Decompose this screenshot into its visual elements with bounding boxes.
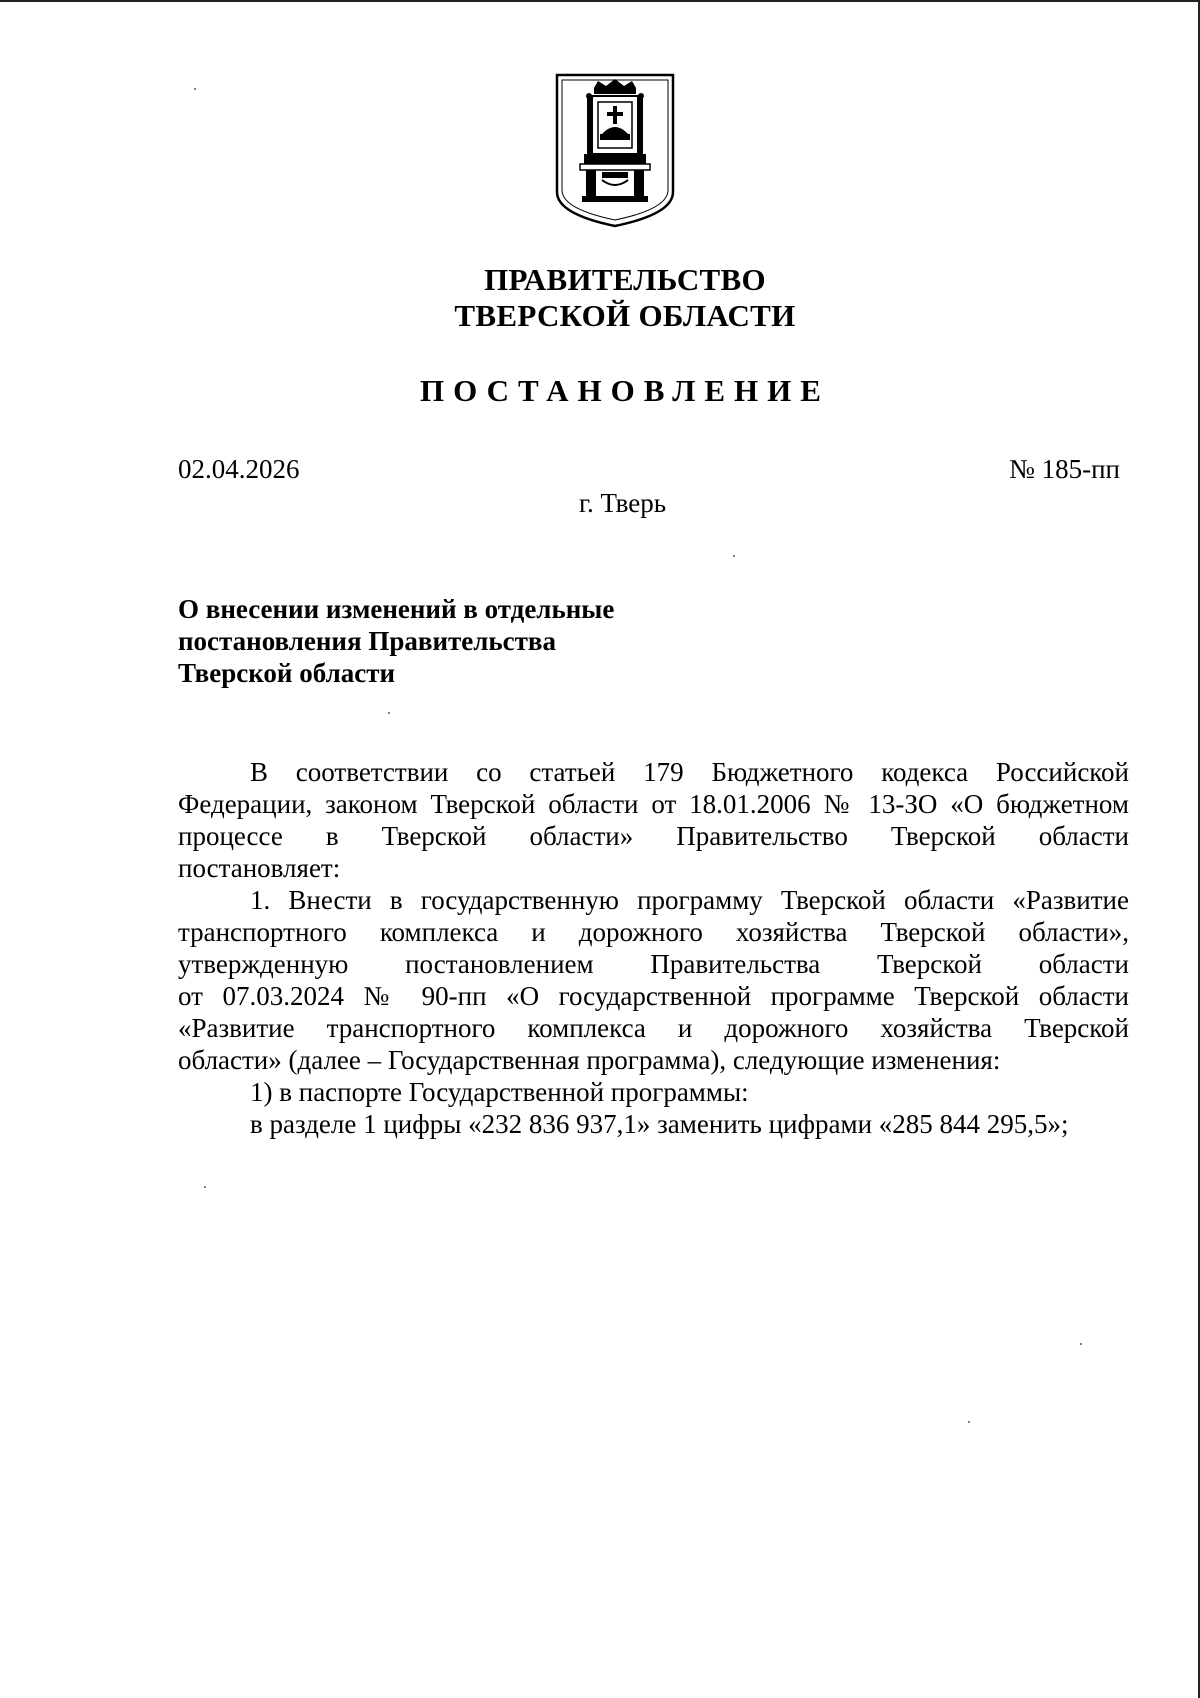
body-line: постановляет:	[178, 853, 341, 883]
body-line: транспортного комплекса и дорожного хозяйства Тверской области»,	[178, 917, 1129, 947]
document-body	[178, 756, 1129, 1140]
subject-line: постановления Правительства	[178, 626, 556, 656]
document-subject	[178, 593, 738, 689]
body-line: Федерации, законом Тверской области от 18.01.2006 № 13-ЗО «О бюджетном	[178, 789, 1129, 819]
body-line: «Развитие транспортного комплекса и дорожного хозяйства Тверской	[178, 1013, 1129, 1043]
body-line: В соответствии со статьей 179 Бюджетного кодекса Российской	[250, 757, 1129, 787]
body-line: 1) в паспорте Государственной программы:	[250, 1077, 749, 1107]
scan-speck	[194, 88, 196, 90]
scan-speck	[204, 1186, 206, 1188]
scan-speck	[388, 712, 390, 714]
scan-edge-top	[0, 0, 1200, 2]
subject-line: Тверской области	[178, 658, 396, 688]
body-line: 1. Внести в государственную программу Тверской области «Развитие	[250, 885, 1129, 915]
document-city: г. Тверь	[578, 488, 667, 518]
body-line: области» (далее – Государственная программа), следующие изменения:	[178, 1045, 1001, 1075]
body-line: в разделе 1 цифры «232 836 937,1» заменить цифрами «285 844 295,5»;	[250, 1109, 1069, 1139]
body-line: процессе в Тверской области» Правительство Тверской области	[178, 821, 1129, 851]
document-type: ПОСТАНОВЛЕНИЕ	[420, 373, 830, 408]
scan-speck	[968, 1421, 970, 1423]
coat-of-arms-icon	[554, 72, 676, 230]
document-number: № 185-пп	[1009, 454, 1120, 484]
document-date: 02.04.2026	[178, 454, 300, 484]
scan-speck	[733, 555, 735, 557]
subject-line: О внесении изменений в отдельные	[178, 594, 615, 624]
body-line: от 07.03.2024 № 90-пп «О государственной программе Тверской области	[178, 981, 1129, 1011]
scan-speck	[1080, 1343, 1082, 1345]
body-line: утвержденную постановлением Правительства Тверской области	[178, 949, 1129, 979]
organization-name-line-2: ТВЕРСКОЙ ОБЛАСТИ	[454, 298, 796, 333]
organization-name-line-1: ПРАВИТЕЛЬСТВО	[484, 262, 766, 297]
